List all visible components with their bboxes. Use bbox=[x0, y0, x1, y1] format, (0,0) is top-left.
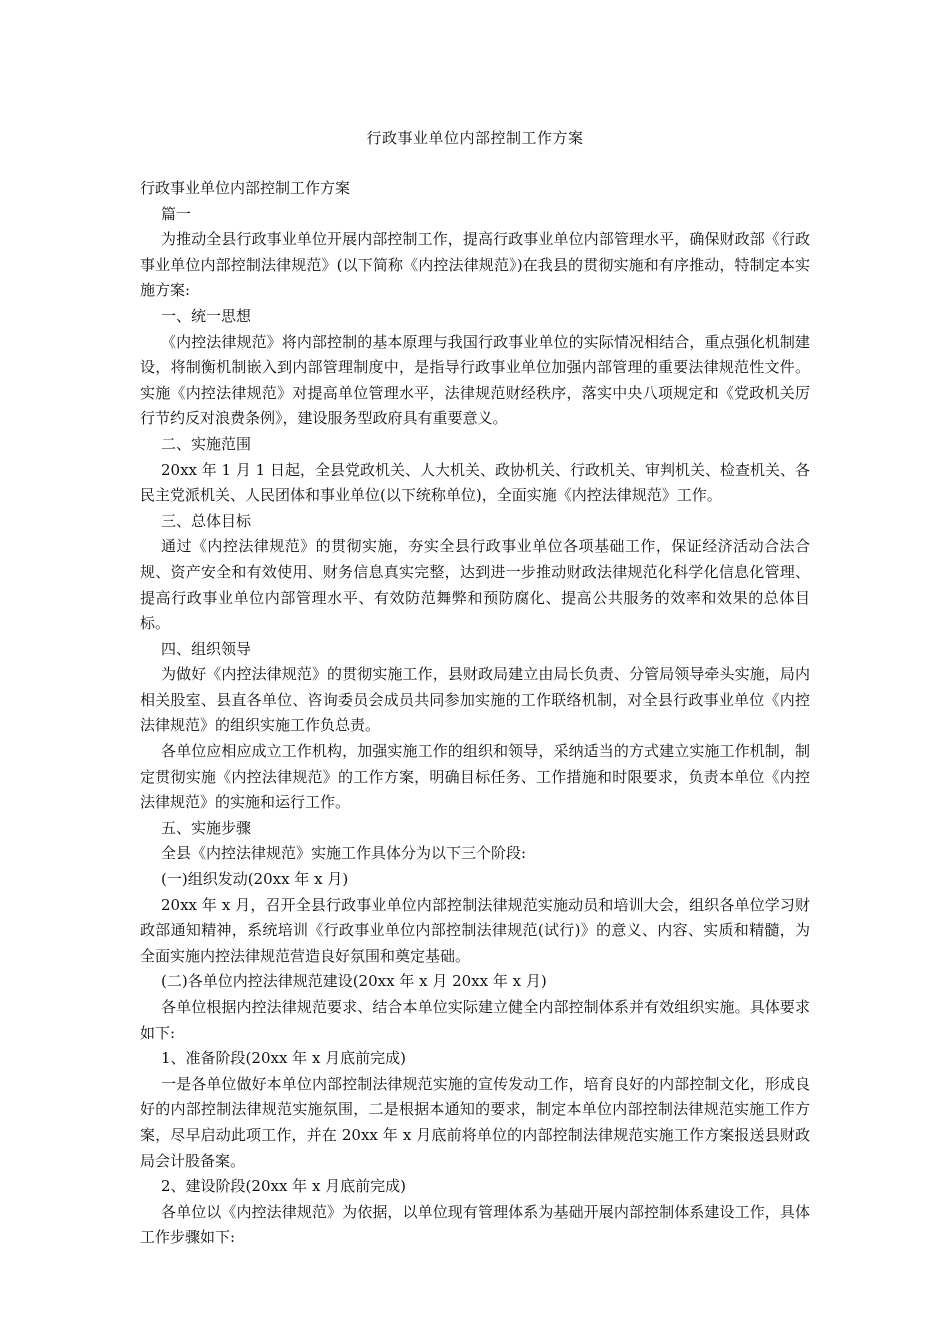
paragraph: 篇一 bbox=[161, 204, 192, 223]
paragraph: 《内控法律规范》将内部控制的基本原理与我国行政事业单位的实际情况相结合，重点强化机制建设，将制衡机制嵌入到内部管理制度中，是指导行政事业单位加强内部管理的重要法律规范性文件。实施《内控法律规范》对提高单位管理水平，法律规范财经秩序，落实中央八项规定和《党政机关厉行节约反对浪费条例》，建设服务型政府具有重要意义。 bbox=[140, 332, 810, 428]
document-body bbox=[140, 176, 810, 1251]
paragraph: 为做好《内控法律规范》的贯彻实施工作，县财政局建立由局长负责、分管局领导牵头实施，局内相关股室、县直各单位、咨询委员会成员共同参加实施的工作联络机制，对全县行政事业单位《内控法律规范》的组织实施工作负总责。 bbox=[140, 665, 810, 735]
paragraph: 一、统一思想 bbox=[161, 306, 252, 325]
paragraph: 20xx 年 x 月，召开全县行政事业单位内部控制法律规范实施动员和培训大会，组织各单位学习财政部通知精神，系统培训《行政事业单位内部控制法律规范(试行)》的意义、内容、实质和精髓，为全面实施内控法律规范营造良好氛围和奠定基础。 bbox=[140, 895, 810, 965]
paragraph: 四、组织领导 bbox=[161, 639, 252, 658]
paragraph: 各单位根据内控法律规范要求、结合本单位实际建立健全内部控制体系并有效组织实施。具体要求如下: bbox=[140, 998, 810, 1042]
document-title: 行政事业单位内部控制工作方案 bbox=[366, 129, 584, 147]
paragraph: 五、实施步骤 bbox=[161, 818, 252, 837]
paragraph: 各单位应相应成立工作机构，加强实施工作的组织和领导，采纳适当的方式建立实施工作机制，制定贯彻实施《内控法律规范》的工作方案，明确目标任务、工作措施和时限要求，负责本单位《内控法律规范》的实施和运行工作。 bbox=[140, 742, 810, 812]
paragraph: 三、总体目标 bbox=[161, 511, 252, 530]
paragraph: 一是各单位做好本单位内部控制法律规范实施的宣传发动工作，培育良好的内部控制文化，形成良好的内部控制法律规范实施氛围，二是根据本通知的要求，制定本单位内部控制法律规范实施工作方案，尽早启动此项工作，并在 20xx 年 x 月底前将单位的内部控制法律规范实施工作方案报送县财政局会计股备案。 bbox=[140, 1074, 810, 1170]
paragraph: 20xx 年 1 月 1 日起，全县党政机关、人大机关、政协机关、行政机关、审判机关、检查机关、各民主党派机关、人民团体和事业单位(以下统称单位)，全面实施《内控法律规范》工作。 bbox=[140, 460, 810, 505]
paragraph: 全县《内控法律规范》实施工作具体分为以下三个阶段: bbox=[161, 844, 527, 863]
paragraph: 各单位以《内控法律规范》为依据，以单位现有管理体系为基础开展内部控制体系建设工作，具体工作步骤如下: bbox=[140, 1202, 810, 1247]
paragraph: (一)组织发动(20xx 年 x 月) bbox=[161, 870, 349, 889]
paragraph: (二)各单位内控法律规范建设(20xx 年 x 月 20xx 年 x 月) bbox=[161, 972, 547, 991]
paragraph: 通过《内控法律规范》的贯彻实施，夯实全县行政事业单位各项基础工作，保证经济活动合法合规、资产安全和有效使用、财务信息真实完整，达到进一步推动财政法律规范化科学化信息化管理、提高行政事业单位内部管理水平、有效防范舞弊和预防腐化、提高公共服务的效率和效果的总体目标。 bbox=[140, 537, 810, 633]
paragraph: 二、实施范围 bbox=[161, 434, 252, 453]
paragraph: 行政事业单位内部控制工作方案 bbox=[140, 179, 351, 197]
paragraph: 2、建设阶段(20xx 年 x 月底前完成) bbox=[161, 1177, 407, 1196]
paragraph: 1、准备阶段(20xx 年 x 月底前完成) bbox=[161, 1049, 407, 1068]
paragraph: 为推动全县行政事业单位开展内部控制工作，提高行政事业单位内部管理水平，确保财政部《行政事业单位内部控制法律规范》(以下简称《内控法律规范》)在我县的贯彻实施和有序推动，特制定本实施方案: bbox=[140, 230, 810, 300]
